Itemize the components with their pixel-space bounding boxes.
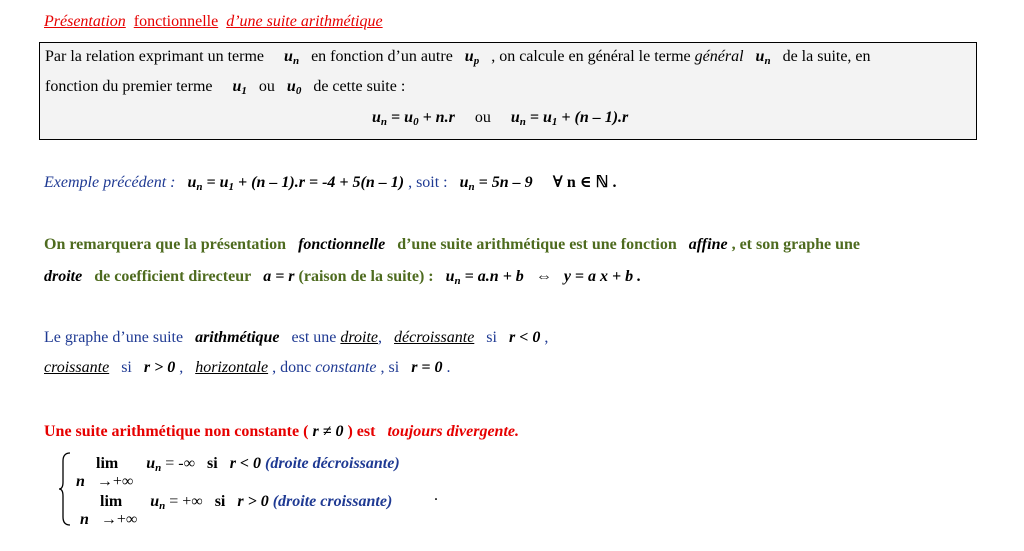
- graph-si: , si: [380, 359, 400, 376]
- limit-row-1-sub: [76, 472, 133, 492]
- graph-constante: constante: [315, 359, 377, 376]
- remark-fonctionnelle: fonctionnelle: [298, 236, 386, 253]
- limit-2-note: (droite croissante): [272, 493, 393, 510]
- box-text: de cette suite :: [313, 78, 406, 95]
- n-var: n: [80, 511, 89, 528]
- graph-text: Le graphe d’une suite: [44, 329, 184, 346]
- box-text: de la suite, en: [782, 48, 871, 65]
- arrow-infinity: →+∞: [96, 473, 134, 490]
- title-part3: d’une suite arithmétique: [226, 13, 383, 30]
- example-result: $u_n = 5n - 9$: [459, 174, 533, 193]
- limit-2-cond: r > 0: [237, 493, 269, 510]
- remark-text: de coefficient directeur: [94, 268, 252, 285]
- box-formulas: [372, 108, 628, 128]
- formula-1: $u_n = u_0 + n.r$: [372, 109, 455, 128]
- example-soit: , soit :: [408, 174, 448, 191]
- diverge-text: ) est: [347, 423, 376, 440]
- limit-si: si: [207, 455, 218, 472]
- lim-word: lim: [96, 455, 119, 472]
- box-text: fonction du premier terme: [45, 78, 213, 95]
- remark-y-formula: y = a x + b .: [563, 268, 642, 285]
- remark-text: (raison de la suite) :: [298, 268, 434, 285]
- diverge-text: Une suite arithmétique non constante (: [44, 423, 309, 440]
- diverge-line: [44, 422, 519, 442]
- remark-droite: droite: [44, 268, 83, 285]
- limit-1-cond: r < 0: [229, 455, 262, 472]
- limit-row-2: $\lim u_n$ = +∞ si r > 0 (droite croissante): [100, 493, 393, 512]
- u-n: $u_n$: [284, 48, 300, 67]
- example-label: Exemple précédent :: [44, 174, 176, 191]
- graph-line-2: croissante si r > 0 , horizontale , donc constante , si r = 0 .: [44, 359, 451, 376]
- limit-si: si: [214, 493, 226, 510]
- u-p: $u_p$: [464, 48, 480, 67]
- limit-2-formula: $u_n$: [150, 493, 166, 512]
- title-part1: Présentation: [44, 13, 126, 30]
- limit-1-formula: $u_n$: [146, 455, 162, 474]
- diverge-toujours: toujours divergente.: [387, 423, 519, 440]
- box-text: ou: [258, 78, 275, 95]
- u-1: $u_1$: [232, 78, 247, 97]
- example-forall: ∀ n ∈ ℕ .: [552, 174, 617, 191]
- remark-un-formula: $u_n = a.n + b$: [445, 268, 524, 287]
- box-text: , on calcule en général le terme: [491, 48, 691, 65]
- u-0: $u_0$: [286, 78, 302, 97]
- title-part2: fonctionnelle: [133, 13, 219, 30]
- trailing-dot: .: [434, 487, 438, 504]
- graph-droite: droite: [340, 329, 379, 346]
- remark-text: , et son graphe une: [731, 236, 861, 253]
- limit-row-2-sub: [80, 510, 137, 530]
- limit-1-note: (droite décroissante): [265, 455, 400, 472]
- remark-affine: affine: [688, 236, 728, 253]
- box-line-1: [45, 47, 871, 67]
- graph-text: , donc: [272, 359, 312, 376]
- formula-2: $u_n = u_1 + (n - 1).r$: [510, 109, 629, 128]
- remark-a-equals-r: a = r: [263, 268, 295, 285]
- graph-si: si: [486, 329, 497, 346]
- remark-text: On remarquera que la présentation: [44, 236, 287, 253]
- remark-text: d’une suite arithmétique est une fonction: [397, 236, 677, 253]
- box-text: Par la relation exprimant un terme: [45, 48, 265, 65]
- graph-cond-neg: r < 0: [508, 329, 541, 346]
- lim-word: lim: [100, 493, 123, 510]
- graph-cond-pos: r > 0: [143, 359, 176, 376]
- graph-cond-zero: r = 0: [411, 359, 443, 376]
- example-formula: $u_n = u_1 + (n - 1).r = -4 + 5(n - 1)$: [187, 174, 405, 193]
- remark-line-2: [44, 267, 641, 287]
- limit-row-1: $\lim u_n$ = -∞ si r < 0 (droite décroissante): [96, 455, 400, 474]
- page-title: [44, 12, 383, 32]
- graph-croissante: croissante: [44, 359, 110, 376]
- arrow-infinity: →+∞: [100, 511, 138, 528]
- iff-symbol: ⇔: [535, 268, 552, 285]
- u-n: $u_n$: [755, 48, 771, 67]
- graph-line-1: Le graphe d’une suite arithmétique est une droite, décroissante si r < 0 ,: [44, 329, 549, 346]
- example-line: [44, 173, 616, 193]
- remark-line-1: [44, 235, 860, 255]
- diverge-cond: r ≠ 0: [312, 423, 344, 440]
- or-word: ou: [474, 109, 491, 126]
- box-line-2: [45, 77, 405, 97]
- box-text: en fonction d’un autre: [311, 48, 453, 65]
- general-word: général: [694, 48, 744, 65]
- graph-decroissante: décroissante: [394, 329, 475, 346]
- graph-text: est une: [291, 329, 337, 346]
- graph-horizontale: horizontale: [195, 359, 269, 376]
- n-var: n: [76, 473, 85, 490]
- graph-arithmetique: arithmétique: [195, 329, 280, 346]
- graph-si: si: [121, 359, 132, 376]
- left-brace-icon: [58, 452, 72, 526]
